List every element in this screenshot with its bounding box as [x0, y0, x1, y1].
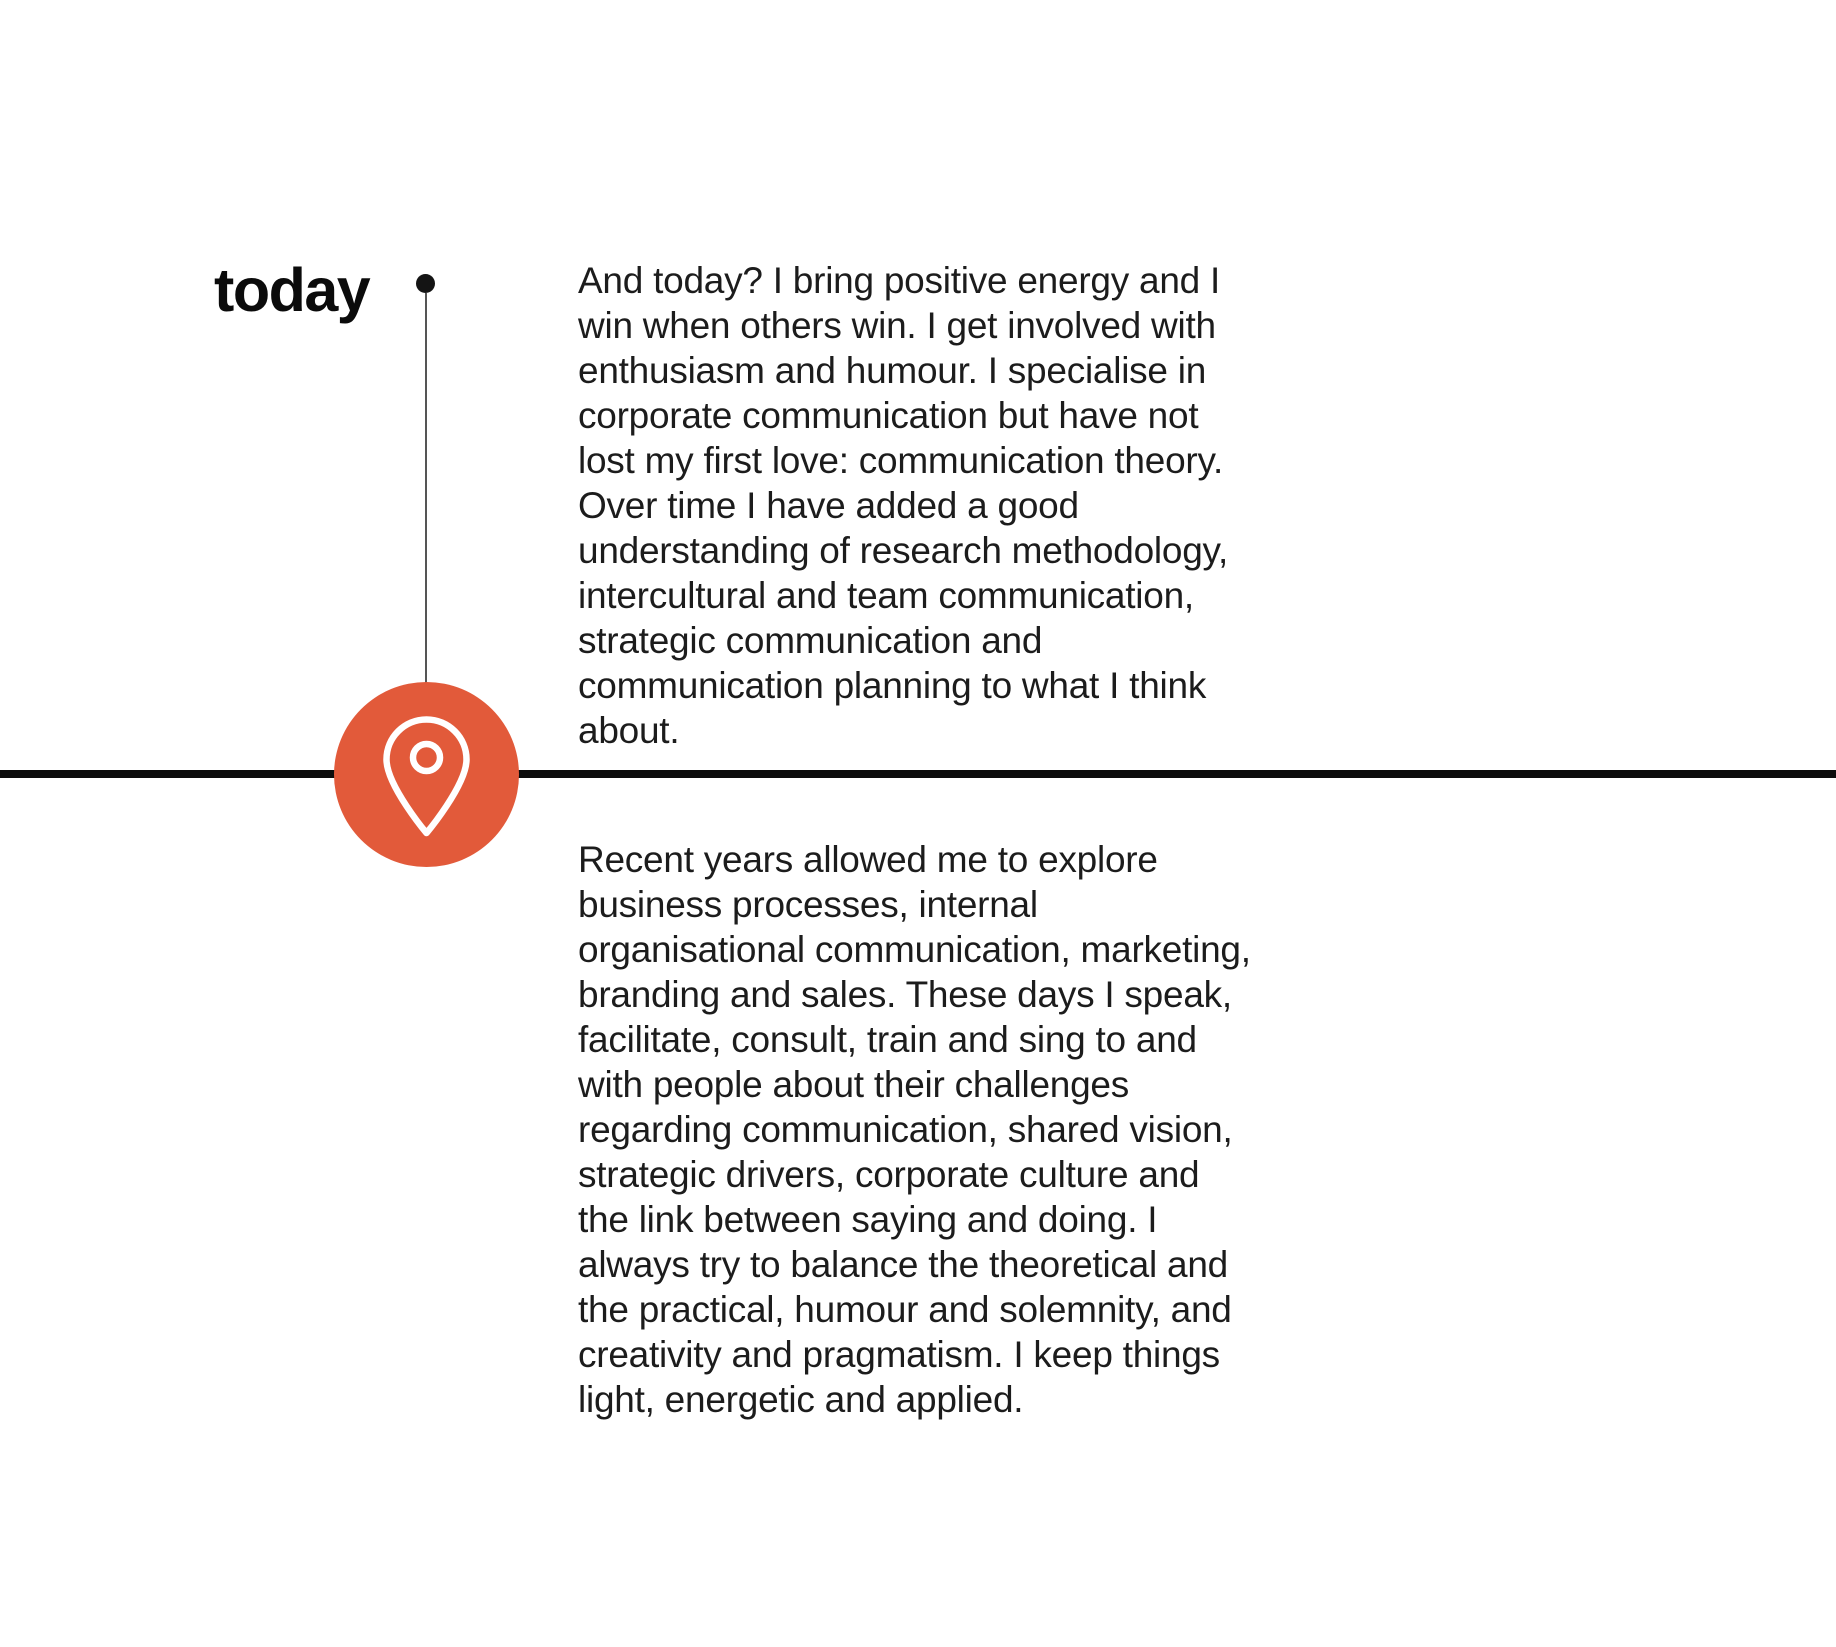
- marker-circle: [334, 682, 519, 867]
- text-line: lost my first love: communication theory.: [578, 440, 1224, 481]
- text-line: the practical, humour and solemnity, and: [578, 1289, 1232, 1330]
- text-line: intercultural and team communication,: [578, 575, 1194, 616]
- text-line: about.: [578, 710, 680, 751]
- text-line: strategic communication and: [578, 620, 1043, 661]
- text-line: creativity and pragmatism. I keep things: [578, 1334, 1220, 1375]
- timeline-description-primary: [578, 258, 1228, 753]
- timeline-marker: [334, 682, 519, 867]
- text-line: strategic drivers, corporate culture and: [578, 1154, 1200, 1195]
- text-line: Over time I have added a good: [578, 485, 1079, 526]
- text-line: win when others win. I get involved with: [578, 305, 1216, 346]
- text-line: branding and sales. These days I speak,: [578, 974, 1232, 1015]
- text-line: business processes, internal: [578, 884, 1038, 925]
- text-line: understanding of research methodology,: [578, 530, 1229, 571]
- text-line: always try to balance the theoretical and: [578, 1244, 1228, 1285]
- text-line: light, energetic and applied.: [578, 1379, 1024, 1420]
- timeline-description-secondary: [578, 837, 1251, 1422]
- text-line: And today? I bring positive energy and I: [578, 260, 1221, 301]
- timeline-axis-line: [0, 770, 1836, 778]
- text-line: organisational communication, marketing,: [578, 929, 1251, 970]
- text-line: the link between saying and doing. I: [578, 1199, 1158, 1240]
- text-line: enthusiasm and humour. I specialise in: [578, 350, 1207, 391]
- text-line: facilitate, consult, train and sing to and: [578, 1019, 1197, 1060]
- timeline-node-dot: [416, 274, 435, 293]
- text-line: communication planning to what I think: [578, 665, 1207, 706]
- timeline-era-label: today: [214, 256, 370, 324]
- text-line: corporate communication but have not: [578, 395, 1199, 436]
- text-line: with people about their challenges: [578, 1064, 1129, 1105]
- text-line: Recent years allowed me to explore: [578, 839, 1158, 880]
- text-line: regarding communication, shared vision,: [578, 1109, 1233, 1150]
- timeline-connector-line: [425, 293, 427, 683]
- location-pin-icon: [334, 682, 519, 867]
